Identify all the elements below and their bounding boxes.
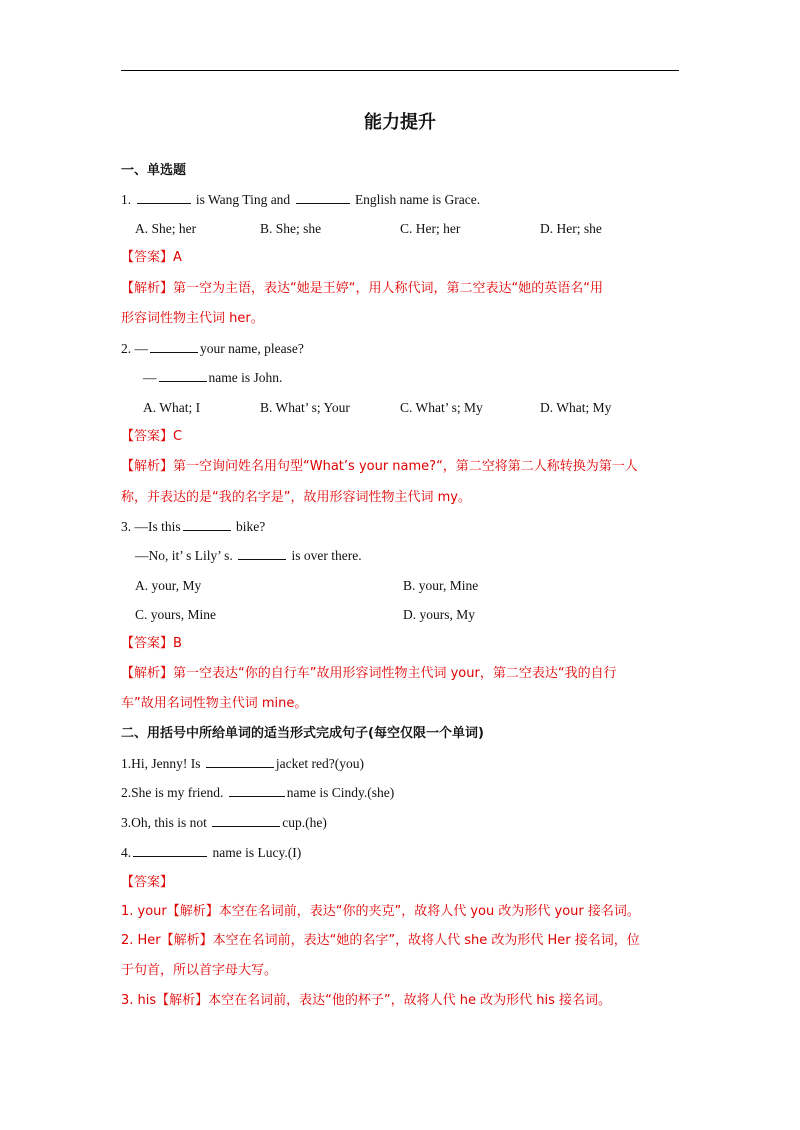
item-text: 3.Oh, this is not — [121, 815, 207, 830]
option-c: C. Her; her — [400, 221, 461, 236]
section2-answer-1: 1. your【解析】本空在名词前，表达“你的夹克”，故将人代 you 改为形代 your 接名词。 — [121, 904, 640, 919]
section2-answer-2-cont: 于句首，所以首字母大写。 — [121, 963, 278, 978]
option-c: C. What’ s; My — [400, 400, 483, 415]
answer-blank — [229, 784, 285, 797]
option-c: C. yours, Mine — [135, 607, 216, 622]
item-text: name is Lucy.(I) — [212, 845, 302, 860]
answer-line-3 — [121, 635, 681, 653]
question-text: name is John. — [208, 370, 283, 385]
answer-tag: 【答案】 — [121, 250, 174, 265]
analysis-text: 第一空为主语，表达“她是王婷“，用人称代词，第二空表达“她的英语名“用 — [173, 281, 603, 296]
answer-blank — [137, 191, 191, 204]
question-text: bike? — [236, 519, 266, 534]
answer-blank — [133, 844, 207, 857]
option-a: A. She; her — [135, 221, 197, 236]
section-heading-fill-in: 二、用括号中所给单词的适当形式完成句子(每空仅限一个单词) — [121, 726, 484, 741]
item-text: cup.(he) — [282, 815, 327, 830]
analysis-tag: 【解析】 — [121, 459, 174, 474]
analysis-text: 第一空询问姓名用句型“What’s your name?“，第二空将第二人称转换为第一人 — [173, 459, 638, 474]
option-d: D. What; My — [540, 400, 612, 415]
question-text: 2. — — [121, 341, 148, 356]
question-text: English name is Grace. — [354, 192, 481, 207]
answer-blank — [206, 755, 274, 768]
item-text: jacket red?(you) — [275, 756, 364, 771]
fill-item-3 — [121, 814, 681, 832]
answer-tag: 【答案】 — [121, 636, 174, 651]
answer-blank — [212, 814, 280, 827]
page-title: 能力提升 — [364, 112, 436, 133]
question-3-line-1 — [121, 518, 681, 536]
option-b: B. She; she — [260, 221, 322, 236]
analysis-text: 第一空表达“你的自行车”故用形容词性物主代词 your，第二空表达“我的自行 — [173, 666, 617, 681]
fill-item-1 — [121, 755, 681, 773]
item-text: 1.Hi, Jenny! Is — [121, 756, 201, 771]
option-b: B. What’ s; Your — [260, 400, 350, 415]
analysis-line-1a — [121, 280, 681, 298]
option-d: D. yours, My — [403, 607, 476, 622]
item-text: 4. — [121, 845, 132, 860]
fill-item-4 — [121, 844, 681, 862]
answer-value: B — [173, 636, 182, 651]
question-text: your name, please? — [200, 341, 304, 356]
question-3-line-2 — [121, 547, 695, 565]
section2-answer-tag: 【答案】 — [121, 875, 174, 890]
answer-line-2 — [121, 428, 681, 446]
question-1 — [121, 191, 681, 209]
header-rule — [121, 70, 679, 71]
answer-blank — [159, 369, 207, 382]
question-text: — — [143, 370, 157, 385]
section2-answer-2: 2. Her【解析】本空在名词前，表达“她的名字”，故将人代 she 改为形代 Her 接名词，位 — [121, 933, 640, 948]
option-d: D. Her; she — [540, 221, 602, 236]
analysis-line-2a — [121, 458, 681, 476]
fill-item-2 — [121, 784, 681, 802]
answer-blank — [150, 340, 198, 353]
answer-line-1 — [121, 249, 681, 267]
question-number: 1. — [121, 192, 132, 207]
answer-blank — [183, 518, 231, 531]
question-2-line-1 — [121, 340, 681, 358]
analysis-line-3a — [121, 665, 681, 683]
answer-blank — [238, 547, 286, 560]
analysis-line-3b: 车”故用名词性物主代词 mine。 — [121, 696, 308, 711]
section2-answer-3: 3. his【解析】本空在名词前，表达“他的杯子”，故将人代 he 改为形代 his 接名词。 — [121, 993, 612, 1008]
analysis-line-2b: 称，并表达的是“我的名字是”，故用形容词性物主代词 my。 — [121, 490, 471, 505]
answer-blank — [296, 191, 350, 204]
section-heading-single-choice: 一、单选题 — [121, 163, 187, 178]
option-a: A. What; I — [143, 400, 201, 415]
question-text: is over there. — [291, 548, 362, 563]
answer-value: C — [173, 429, 183, 444]
question-2-line-2 — [121, 369, 703, 387]
analysis-tag: 【解析】 — [121, 666, 174, 681]
option-b: B. your, Mine — [403, 578, 479, 593]
question-text: is Wang Ting and — [195, 192, 291, 207]
item-text: name is Cindy.(she) — [286, 785, 395, 800]
option-a: A. your, My — [135, 578, 202, 593]
answer-value: A — [173, 250, 182, 265]
question-text: —No, it’ s Lily’ s. — [135, 548, 233, 563]
question-text: 3. —Is this — [121, 519, 181, 534]
analysis-tag: 【解析】 — [121, 281, 174, 296]
item-text: 2.She is my friend. — [121, 785, 224, 800]
answer-tag: 【答案】 — [121, 429, 174, 444]
analysis-line-1b: 形容词性物主代词 her。 — [121, 311, 264, 326]
